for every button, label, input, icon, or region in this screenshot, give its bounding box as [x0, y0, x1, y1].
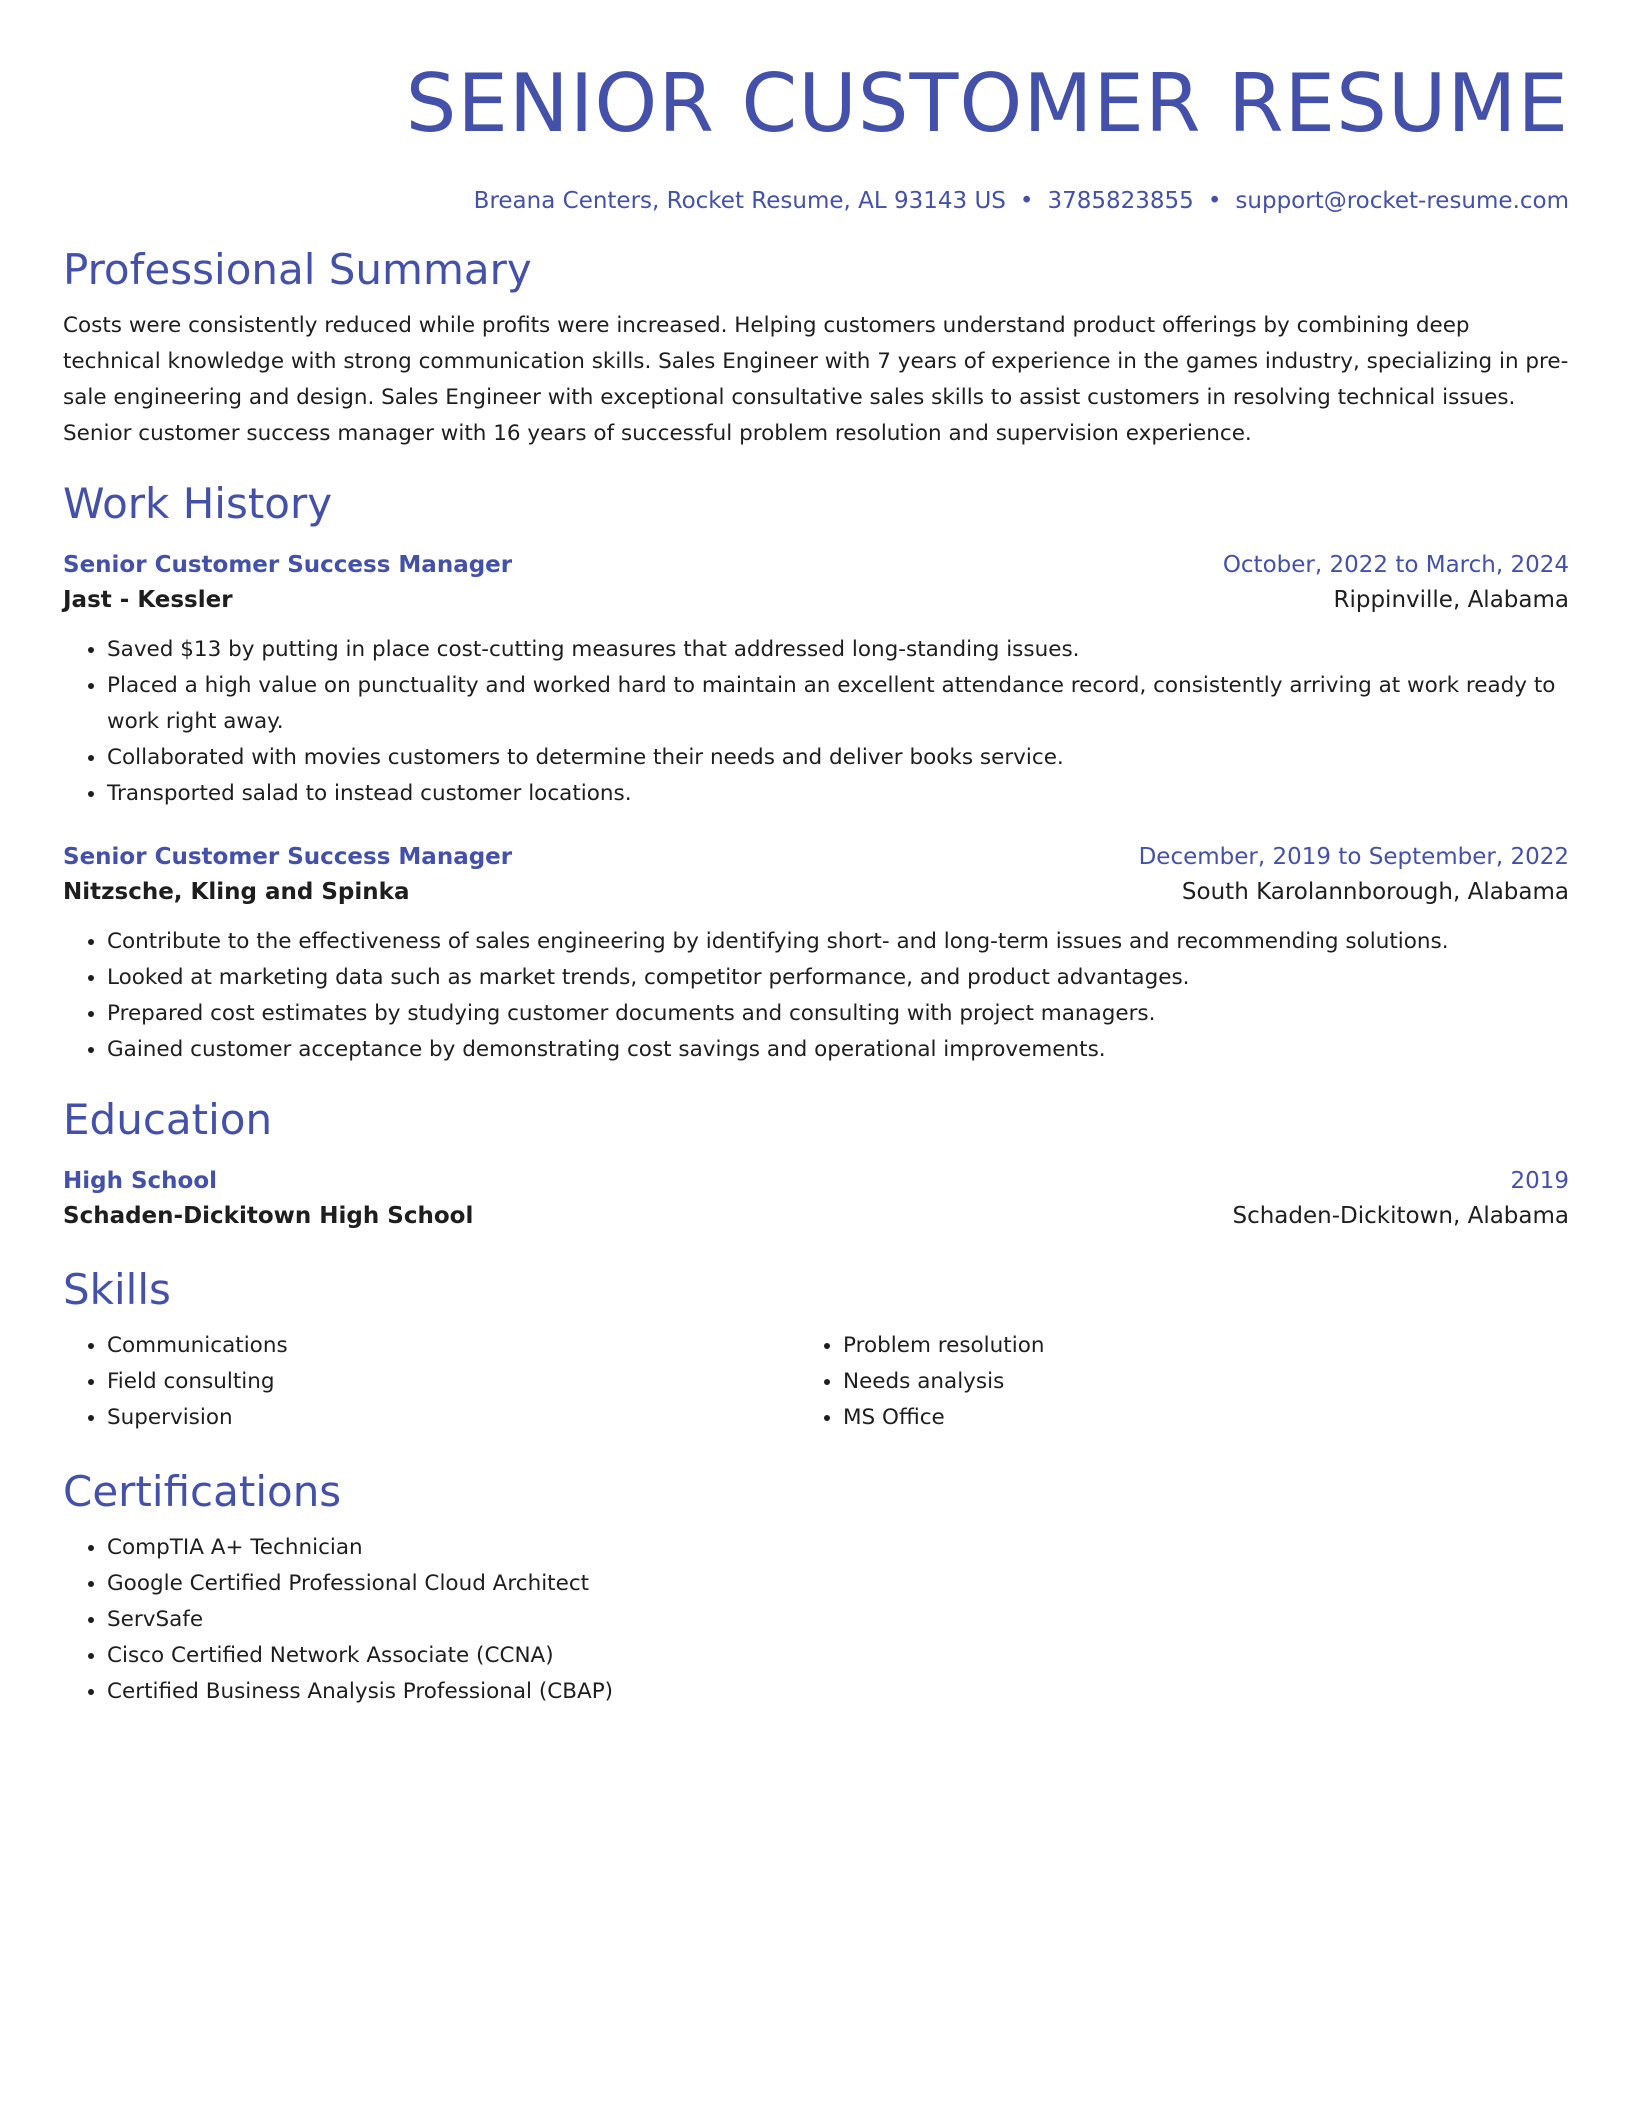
education-year: 2019: [1510, 1168, 1569, 1194]
skill-item: • Problem resolution: [843, 1328, 1535, 1364]
education-school: Schaden-Dickitown High School: [63, 1203, 474, 1229]
job-title: Senior Customer Success Manager: [63, 552, 513, 578]
education-heading: Education: [63, 1095, 273, 1144]
contact-email[interactable]: support@rocket-resume.com: [1235, 188, 1569, 214]
contact-phone: 3785823855: [1047, 188, 1194, 214]
skills-heading: Skills: [63, 1265, 171, 1314]
education-location: Schaden-Dickitown, Alabama: [1232, 1203, 1569, 1229]
certification-item: • ServSafe: [107, 1602, 1569, 1638]
job-company-row: [63, 874, 1569, 910]
job-bullet: • Contribute to the effectiveness of sales engineering by identifying short- and long-term issues and recommending solutions.: [107, 924, 1569, 960]
contact-address: Breana Centers, Rocket Resume, AL 93143 US: [473, 188, 1006, 214]
resume-title: SENIOR CUSTOMER RESUME: [405, 57, 1569, 150]
certifications-list: [63, 1530, 1569, 1710]
education-degree: High School: [63, 1168, 218, 1194]
contact-separator: •: [1207, 188, 1222, 214]
job-bullets: [63, 632, 1569, 812]
job-company: Jast - Kessler: [63, 587, 233, 613]
job-title: Senior Customer Success Manager: [63, 844, 513, 870]
job-dates: December, 2019 to September, 2022: [1138, 844, 1569, 870]
job-entry: [63, 548, 1569, 812]
job-company-row: [63, 582, 1569, 618]
job-bullets: [63, 924, 1569, 1068]
skill-item: • Supervision: [107, 1400, 799, 1436]
job-location: Rippinville, Alabama: [1333, 587, 1569, 613]
skill-item: • Needs analysis: [843, 1364, 1535, 1400]
certification-item: • CompTIA A+ Technician: [107, 1530, 1569, 1566]
job-bullet: • Prepared cost estimates by studying customer documents and consulting with project managers.: [107, 996, 1569, 1032]
work-history-heading: Work History: [63, 479, 333, 528]
skills-grid: [63, 1328, 1569, 1436]
job-entry: [63, 840, 1569, 1068]
skill-item: • Field consulting: [107, 1364, 799, 1400]
skills-column-left: [63, 1328, 799, 1436]
job-company: Nitzsche, Kling and Spinka: [63, 879, 410, 905]
summary-heading: Professional Summary: [63, 245, 532, 294]
certification-item: • Google Certified Professional Cloud Architect: [107, 1566, 1569, 1602]
skills-list: [63, 1328, 799, 1436]
education-entry: [63, 1164, 1569, 1234]
job-bullet: • Gained customer acceptance by demonstrating cost savings and operational improvements.: [107, 1032, 1569, 1068]
contact-line: [63, 186, 1569, 216]
certification-item: • Cisco Certified Network Associate (CCNA): [107, 1638, 1569, 1674]
job-dates: October, 2022 to March, 2024: [1222, 552, 1569, 578]
education-header-row: [63, 1164, 1569, 1198]
skill-item: • MS Office: [843, 1400, 1535, 1436]
skill-item: • Communications: [107, 1328, 799, 1364]
job-header-row: [63, 840, 1569, 874]
job-bullet: • Looked at marketing data such as market trends, competitor performance, and product advantages.: [107, 960, 1569, 996]
education-school-row: [63, 1198, 1569, 1234]
job-location: South Karolannborough, Alabama: [1181, 879, 1569, 905]
certification-item: • Certified Business Analysis Professional (CBAP): [107, 1674, 1569, 1710]
summary-text: Costs were consistently reduced while profits were increased. Helping customers understand product offerings by combining deep technical knowledge with strong communication skills. Sales Engineer with 7 years of experience in the games industry, specializing in pre-sale engineering and design. Sales Engineer with exceptional consultative sales skills to assist customers in resolving technical issues. Senior customer success manager with 16 years of successful problem resolution and supervision experience.: [63, 313, 1569, 446]
contact-separator: •: [1019, 188, 1034, 214]
job-bullet: • Transported salad to instead customer locations.: [107, 776, 1569, 812]
certifications-heading: Certifications: [63, 1467, 342, 1516]
skills-column-right: [799, 1328, 1535, 1436]
job-bullet: • Saved $13 by putting in place cost-cutting measures that addressed long-standing issues.: [107, 632, 1569, 668]
job-bullet: • Placed a high value on punctuality and worked hard to maintain an excellent attendance record, consistently arriving at work ready to work right away.: [107, 668, 1569, 740]
skills-list: [799, 1328, 1535, 1436]
job-bullet: • Collaborated with movies customers to determine their needs and deliver books service.: [107, 740, 1569, 776]
job-header-row: [63, 548, 1569, 582]
